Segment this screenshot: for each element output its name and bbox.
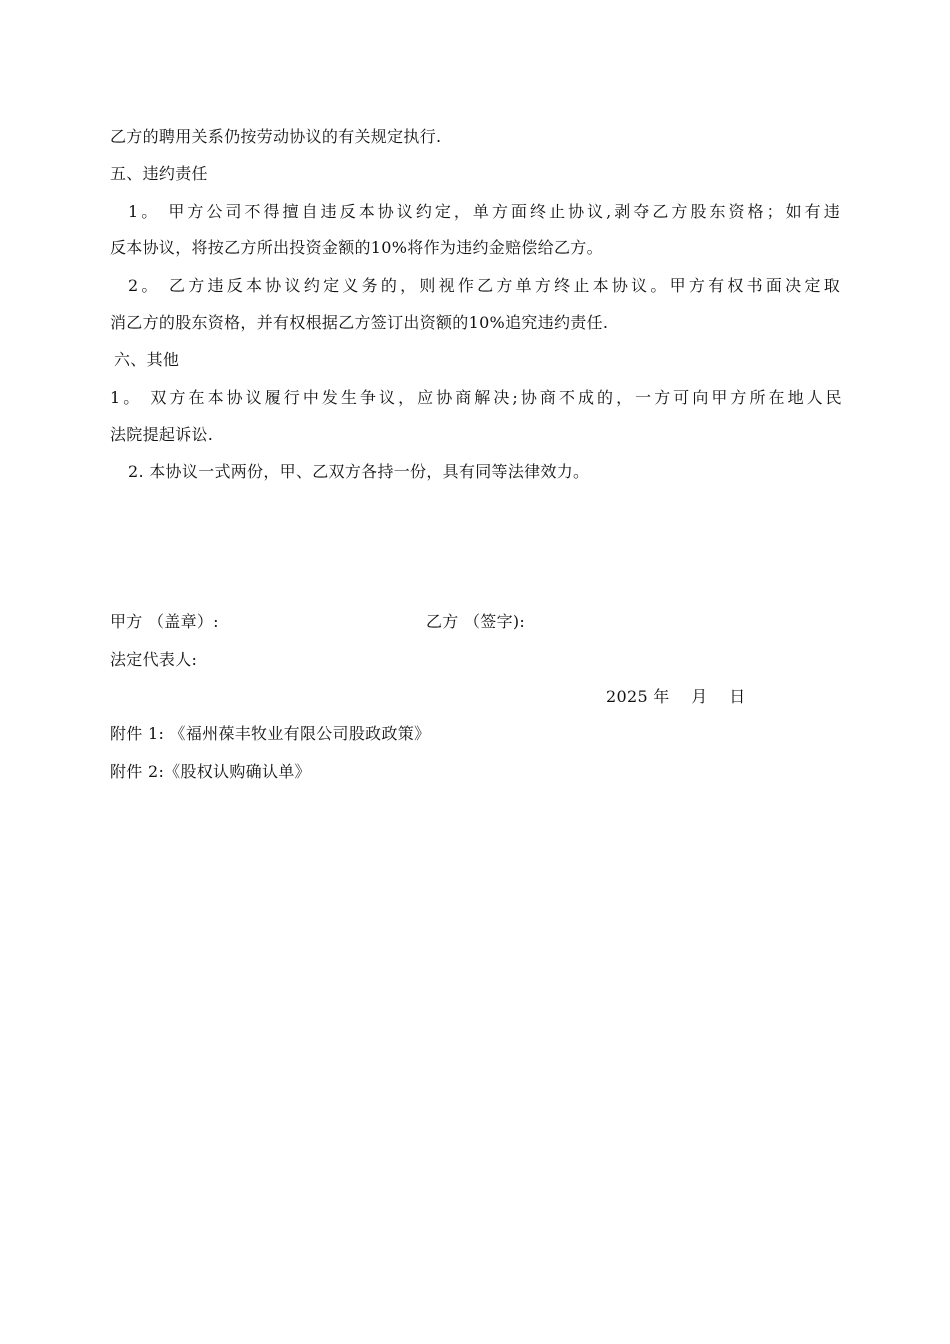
clause-5-1-line-1: 1。 甲方公司不得擅自违反本协议约定，单方面终止协议,剥夺乙方股东资格；如有违: [128, 202, 840, 221]
party-a-seal-label: 甲方 （盖章）:: [110, 612, 219, 631]
signing-date: 2025 年 月 日: [606, 687, 746, 706]
clause-5-2-line-2: 消乙方的股东资格，并有权根据乙方签订出资额的10%追究违约责任.: [110, 313, 609, 332]
clause-5-1-line-2: 反本协议，将按乙方所出投资金额的10%将作为违约金赔偿给乙方。: [110, 238, 603, 257]
paragraph-employment: 乙方的聘用关系仍按劳动协议的有关规定执行.: [110, 127, 442, 146]
clause-5-2-line-1: 2。 乙方违反本协议约定义务的，则视作乙方单方终止本协议。甲方有权书面决定取: [128, 276, 840, 295]
attachment-2: 附件 2:《股权认购确认单》: [110, 762, 311, 781]
section-heading-breach: 五、违约责任: [110, 164, 208, 183]
clause-6-1-line-1: 1。 双方在本协议履行中发生争议，应协商解决;协商不成的，一方可向甲方所在地人民: [110, 388, 842, 407]
clause-6-1-line-2: 法院提起诉讼.: [110, 425, 214, 444]
clause-6-2: 2. 本协议一式两份，甲、乙双方各持一份，具有同等法律效力。: [128, 462, 590, 481]
attachment-1: 附件 1: 《福州葆丰牧业有限公司股政政策》: [110, 724, 431, 743]
party-b-signature-label: 乙方 （签字):: [426, 612, 526, 631]
legal-representative-label: 法定代表人:: [110, 650, 198, 669]
section-heading-other: 六、其他: [114, 350, 180, 369]
